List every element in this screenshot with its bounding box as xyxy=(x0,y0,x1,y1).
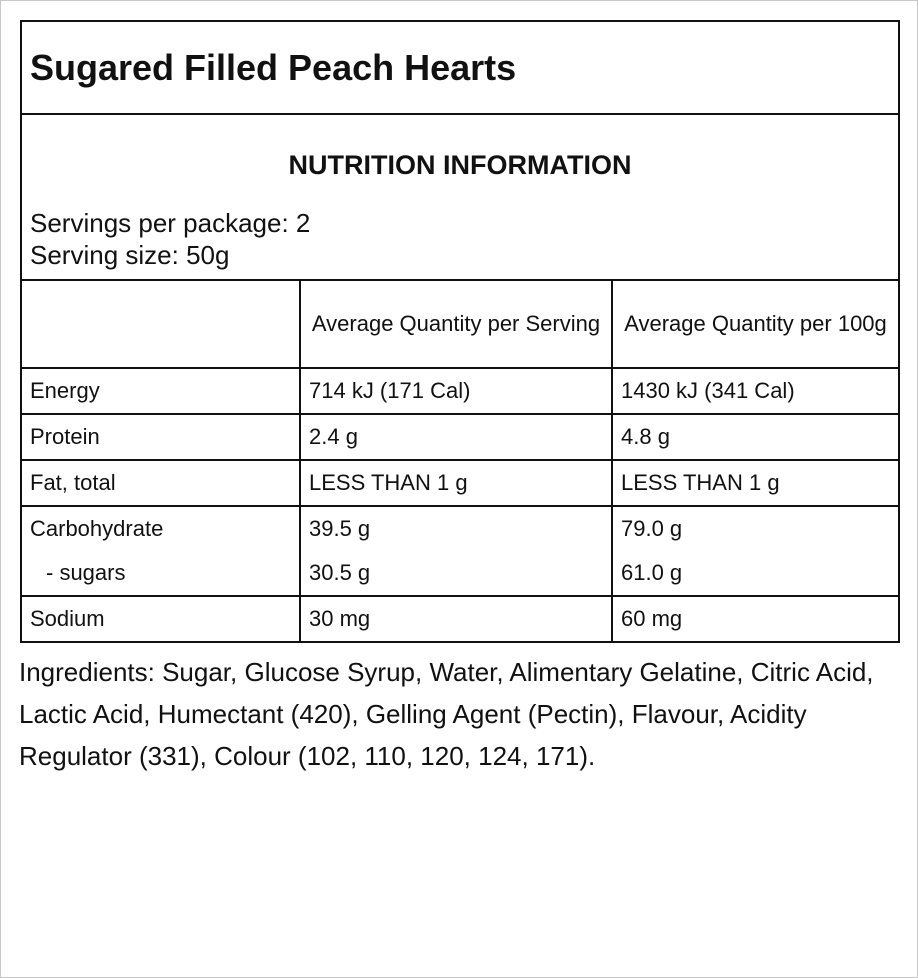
protein-per-100g: 4.8 g xyxy=(612,414,898,460)
header-per-100g: Average Quantity per 100g xyxy=(612,281,898,368)
fat-total-per-serving: LESS THAN 1 g xyxy=(300,460,612,506)
table-row xyxy=(22,506,898,596)
table-row xyxy=(22,596,898,641)
nutrition-table xyxy=(22,281,898,641)
row-label-sodium: Sodium xyxy=(30,606,105,631)
product-title: Sugared Filled Peach Hearts xyxy=(30,46,517,88)
row-label-sugars: - sugars xyxy=(46,560,126,585)
table-row xyxy=(22,368,898,414)
sugars-per-100g: 61.0 g xyxy=(621,560,683,585)
row-label-fat-total: Fat, total xyxy=(22,460,300,506)
carbohydrate-per-100g-cell xyxy=(612,506,898,596)
nutrition-info-box xyxy=(22,115,898,281)
carbohydrate-label-cell xyxy=(22,506,300,596)
header-blank xyxy=(22,281,300,368)
nutrition-panel xyxy=(20,20,900,643)
protein-per-serving: 2.4 g xyxy=(300,414,612,460)
energy-per-100g: 1430 kJ (341 Cal) xyxy=(612,368,898,414)
sugars-per-serving: 30.5 g xyxy=(309,560,371,585)
ingredients-text: Ingredients: Sugar, Glucose Syrup, Water, Alimentary Gelatine, Citric Acid, Lactic Acid, Humectant (420), Gelling Agent (Pectin), Flavour, Acidity Regulator (331), Colour (102, 110, 120, 124, 171). xyxy=(19,657,874,771)
energy-per-serving: 714 kJ (171 Cal) xyxy=(300,368,612,414)
row-label-carbohydrate: Carbohydrate xyxy=(30,516,164,541)
fat-total-per-100g: LESS THAN 1 g xyxy=(612,460,898,506)
title-box xyxy=(22,22,898,115)
carbohydrate-per-serving-cell xyxy=(300,506,612,596)
sodium-per-serving: 30 mg xyxy=(300,596,612,641)
carbohydrate-per-serving: 39.5 g xyxy=(309,516,371,541)
table-header-row xyxy=(22,281,898,368)
row-label-energy: Energy xyxy=(22,368,300,414)
row-label-protein: Protein xyxy=(22,414,300,460)
serving-size: Serving size: 50g xyxy=(30,240,230,270)
table-row xyxy=(22,460,898,506)
sodium-per-100g: 60 mg xyxy=(612,596,898,641)
nutrition-heading: NUTRITION INFORMATION xyxy=(288,150,632,180)
servings-block xyxy=(30,207,310,271)
carbohydrate-per-100g: 79.0 g xyxy=(621,516,683,541)
table-row xyxy=(22,414,898,460)
servings-per-package: Servings per package: 2 xyxy=(30,208,311,238)
header-per-serving: Average Quantity per Serving xyxy=(300,281,612,368)
